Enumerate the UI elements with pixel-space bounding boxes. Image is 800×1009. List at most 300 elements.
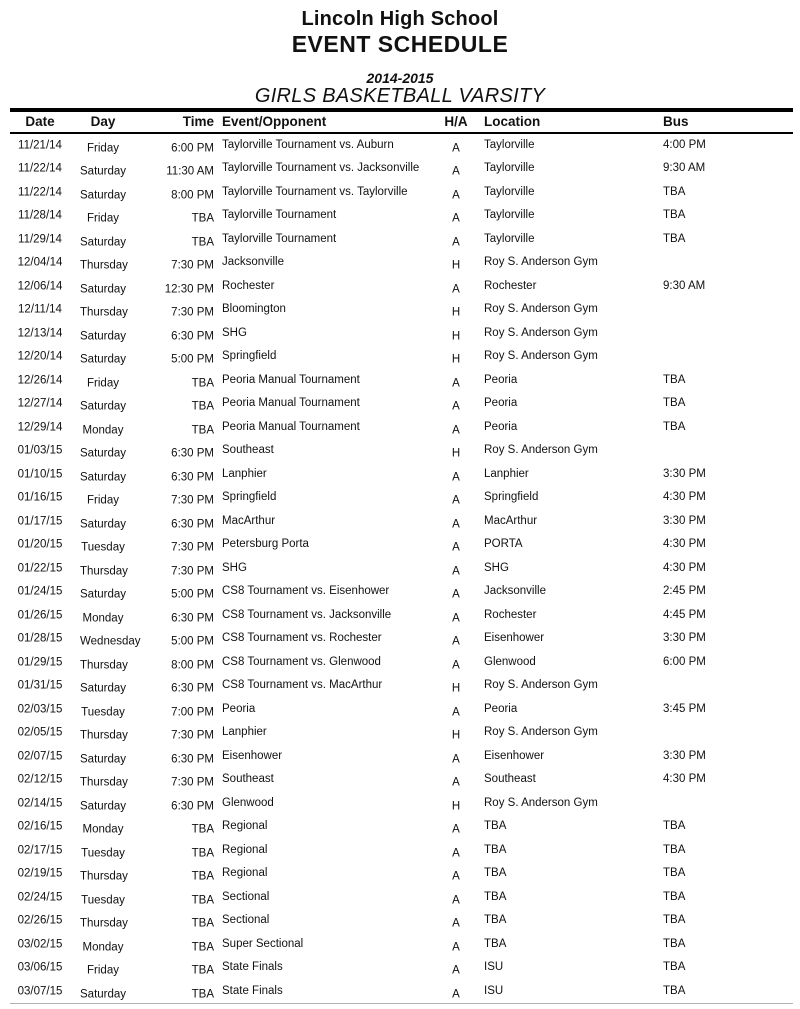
cell-bus: 4:30 PM [663, 538, 706, 550]
cell-bus: TBA [663, 937, 686, 950]
column-header-ha: H/A [444, 113, 468, 129]
cell-location: Roy S. Anderson Gym [484, 350, 598, 362]
table-row [0, 768, 800, 792]
cell-event: CS8 Tournament vs. Rochester [222, 632, 382, 644]
document-title: EVENT SCHEDULE [291, 31, 509, 57]
cell-day: Monday [82, 612, 124, 624]
cell-location: Rochester [484, 279, 537, 292]
cell-time: 7:30 PM [171, 259, 214, 272]
cell-event: Peoria [222, 702, 256, 715]
cell-ha: H [451, 729, 461, 742]
cell-time: 6:30 PM [171, 682, 214, 695]
cell-event: Jacksonville [222, 256, 284, 268]
cell-ha: A [452, 588, 460, 601]
cell-location: Eisenhower [484, 749, 545, 762]
cell-date: 01/26/15 [17, 609, 63, 621]
cell-day: Tuesday [81, 706, 125, 718]
cell-date: 12/11/14 [18, 303, 62, 316]
table-row [0, 651, 800, 675]
cell-day: Monday [82, 424, 124, 436]
cell-date: 11/29/14 [18, 233, 62, 245]
cell-ha: A [452, 894, 460, 906]
cell-location: TBA [484, 867, 507, 879]
cell-location: Jacksonville [484, 585, 546, 597]
cell-bus: 3:30 PM [663, 632, 706, 644]
cell-event: Springfield [222, 350, 277, 362]
cell-location: Peoria [484, 420, 518, 433]
table-row [0, 392, 800, 416]
cell-time: 7:30 PM [171, 565, 214, 577]
cell-ha: A [452, 964, 460, 977]
cell-date: 11/21/14 [18, 139, 62, 151]
table-row [0, 416, 800, 440]
cell-ha: H [451, 306, 461, 319]
cell-location: TBA [484, 890, 507, 903]
cell-day: Saturday [80, 753, 127, 765]
cell-time: 12:30 PM [164, 283, 214, 295]
cell-time: TBA [191, 400, 214, 413]
cell-day: Thursday [80, 306, 128, 319]
cell-day: Saturday [80, 236, 127, 248]
cell-location: Roy S. Anderson Gym [484, 796, 598, 809]
table-row [0, 745, 800, 769]
table-row [0, 698, 800, 722]
cell-bus: TBA [663, 820, 686, 832]
cell-date: 01/24/15 [17, 585, 63, 598]
cell-event: Regional [222, 820, 268, 832]
cell-day: Monday [82, 823, 124, 836]
cell-event: Peoria Manual Tournament [222, 420, 360, 433]
cell-day: Saturday [80, 165, 127, 178]
column-header-bus: Bus [663, 113, 689, 129]
cell-location: TBA [484, 820, 507, 832]
cell-bus: 4:30 PM [663, 773, 706, 785]
cell-time: TBA [191, 988, 214, 1000]
cell-ha: A [452, 988, 460, 1000]
cell-time: 6:30 PM [171, 800, 214, 812]
cell-day: Friday [87, 212, 119, 225]
table-row [0, 463, 800, 487]
table-row [0, 980, 800, 1004]
cell-ha: H [451, 800, 461, 812]
cell-time: 5:00 PM [171, 353, 214, 366]
cell-location: Roy S. Anderson Gym [484, 679, 598, 691]
cell-date: 01/22/15 [17, 562, 63, 574]
table-row [0, 275, 800, 299]
cell-event: Peoria Manual Tournament [222, 397, 360, 409]
cell-time: 8:00 PM [171, 659, 214, 671]
cell-location: TBA [484, 843, 507, 856]
cell-bus: 4:00 PM [663, 138, 706, 151]
cell-event: Eisenhower [222, 749, 283, 762]
cell-ha: A [452, 847, 460, 859]
cell-time: 7:30 PM [171, 494, 214, 507]
cell-date: 11/22/14 [18, 186, 62, 198]
cell-time: 7:30 PM [171, 306, 214, 319]
table-row [0, 627, 800, 651]
cell-bus: TBA [663, 420, 686, 433]
cell-ha: H [451, 353, 461, 366]
cell-event: Bloomington [222, 303, 286, 315]
cell-event: Springfield [222, 491, 277, 503]
cell-ha: H [451, 682, 461, 695]
table-row [0, 674, 800, 698]
cell-time: TBA [191, 964, 214, 977]
table-row [0, 557, 800, 581]
cell-time: 6:30 PM [171, 447, 214, 460]
cell-date: 02/03/15 [17, 703, 63, 715]
cell-location: Southeast [484, 773, 536, 785]
team-name: GIRLS BASKETBALL VARSITY [254, 85, 546, 107]
cell-date: 12/29/14 [17, 421, 63, 433]
cell-event: Taylorville Tournament vs. Jacksonville [222, 162, 420, 174]
cell-date: 01/29/15 [17, 656, 63, 668]
cell-bus: 3:30 PM [663, 467, 706, 480]
cell-time: TBA [191, 917, 214, 930]
cell-day: Wednesday [80, 635, 141, 648]
cell-time: TBA [191, 236, 214, 248]
cell-event: CS8 Tournament vs. Glenwood [222, 655, 381, 668]
cell-bus: TBA [663, 843, 686, 856]
cell-event: Taylorville Tournament [222, 232, 337, 245]
cell-ha: A [452, 753, 460, 765]
cell-location: Peoria [484, 373, 518, 386]
cell-event: Peoria Manual Tournament [222, 373, 360, 386]
cell-day: Friday [87, 142, 119, 154]
column-header-date: Date [25, 113, 55, 129]
cell-event: Lanphier [222, 467, 267, 480]
cell-ha: A [452, 541, 460, 554]
cell-time: 6:30 PM [171, 612, 214, 624]
cell-day: Tuesday [81, 541, 125, 554]
cell-bus: TBA [663, 232, 686, 245]
cell-date: 11/22/14 [18, 162, 62, 175]
table-row [0, 228, 800, 252]
cell-day: Saturday [80, 988, 127, 1000]
table-row [0, 956, 800, 980]
cell-date: 01/16/15 [17, 491, 63, 504]
cell-time: 7:00 PM [171, 706, 214, 718]
cell-bus: 3:30 PM [663, 514, 706, 527]
cell-time: 6:30 PM [171, 753, 214, 765]
cell-bus: 9:30 AM [663, 279, 706, 292]
cell-ha: A [452, 635, 460, 648]
cell-event: Sectional [222, 890, 270, 903]
cell-location: Lanphier [484, 467, 529, 480]
cell-ha: A [452, 659, 460, 671]
cell-day: Saturday [80, 400, 127, 413]
cell-location: Roy S. Anderson Gym [484, 444, 598, 456]
table-row [0, 815, 800, 839]
cell-ha: A [452, 494, 460, 507]
table-row [0, 322, 800, 346]
cell-bus: TBA [663, 890, 686, 903]
table-header-row [0, 112, 800, 132]
cell-event: SHG [222, 326, 247, 339]
cell-event: CS8 Tournament vs. MacArthur [222, 679, 383, 691]
document-header [0, 0, 800, 107]
cell-bus: 9:30 AM [663, 162, 706, 174]
cell-event: Lanphier [222, 726, 267, 738]
cell-date: 12/27/14 [17, 397, 63, 410]
cell-event: CS8 Tournament vs. Eisenhower [222, 585, 390, 597]
cell-location: PORTA [484, 538, 523, 550]
cell-day: Saturday [80, 330, 127, 342]
cell-time: 6:30 PM [171, 518, 214, 530]
cell-day: Thursday [80, 729, 128, 742]
table-row [0, 298, 800, 322]
cell-location: Peoria [484, 702, 518, 715]
cell-date: 01/10/15 [17, 468, 63, 480]
cell-ha: A [452, 565, 460, 577]
cell-location: Rochester [484, 608, 537, 621]
cell-event: Southeast [222, 444, 274, 456]
table-row [0, 721, 800, 745]
cell-location: Taylorville [484, 138, 535, 151]
table-row [0, 486, 800, 510]
column-header-location: Location [484, 113, 541, 129]
cell-date: 12/26/14 [17, 374, 63, 386]
cell-day: Thursday [80, 565, 128, 577]
cell-date: 01/28/15 [17, 632, 63, 645]
column-header-time: Time [182, 113, 214, 129]
cell-bus: TBA [663, 867, 686, 879]
cell-ha: A [452, 165, 460, 178]
cell-day: Friday [87, 377, 119, 389]
cell-date: 12/13/14 [17, 327, 63, 339]
table-row [0, 909, 800, 933]
cell-day: Saturday [80, 518, 127, 530]
cell-date: 02/26/15 [17, 914, 63, 927]
table-row [0, 181, 800, 205]
cell-time: TBA [191, 894, 214, 906]
cell-location: Roy S. Anderson Gym [484, 256, 598, 268]
cell-event: Rochester [222, 279, 275, 292]
cell-ha: A [452, 400, 460, 413]
cell-bus: 2:45 PM [663, 585, 706, 597]
cell-day: Friday [87, 494, 119, 507]
cell-bus: TBA [663, 373, 686, 386]
table-row [0, 439, 800, 463]
cell-location: Taylorville [484, 185, 535, 198]
table-row [0, 157, 800, 181]
cell-date: 02/12/15 [17, 773, 63, 786]
cell-day: Thursday [80, 259, 128, 272]
cell-day: Saturday [80, 189, 127, 201]
cell-day: Tuesday [81, 847, 125, 859]
cell-event: CS8 Tournament vs. Jacksonville [222, 608, 392, 621]
table-row [0, 369, 800, 393]
cell-bus: TBA [663, 397, 686, 409]
cell-event: Petersburg Porta [222, 538, 309, 550]
bottom-divider [10, 1003, 793, 1004]
cell-bus: TBA [663, 961, 686, 973]
cell-date: 11/28/14 [18, 209, 62, 222]
cell-location: Roy S. Anderson Gym [484, 326, 598, 339]
cell-event: Regional [222, 867, 268, 879]
cell-date: 12/20/14 [17, 350, 63, 363]
cell-ha: A [452, 917, 460, 930]
cell-event: State Finals [222, 961, 283, 973]
cell-ha: A [452, 518, 460, 530]
table-row [0, 345, 800, 369]
cell-time: 7:30 PM [171, 729, 214, 742]
cell-time: TBA [191, 424, 214, 436]
cell-day: Thursday [80, 776, 128, 789]
cell-time: 6:30 PM [171, 330, 214, 342]
cell-date: 03/07/15 [17, 985, 63, 997]
cell-ha: H [451, 330, 461, 342]
cell-day: Friday [87, 964, 119, 977]
cell-date: 02/07/15 [17, 750, 63, 762]
cell-date: 02/19/15 [17, 867, 63, 880]
cell-ha: A [452, 424, 460, 436]
cell-location: MacArthur [484, 514, 538, 527]
cell-time: 8:00 PM [171, 189, 214, 201]
cell-event: Super Sectional [222, 937, 304, 950]
cell-bus: 4:45 PM [663, 608, 706, 621]
cell-date: 12/04/14 [17, 256, 63, 269]
cell-event: Sectional [222, 914, 270, 926]
cell-location: SHG [484, 561, 509, 574]
cell-ha: H [451, 259, 461, 272]
cell-time: 6:00 PM [171, 142, 214, 154]
cell-bus: 6:00 PM [663, 655, 706, 668]
cell-ha: A [452, 776, 460, 789]
cell-date: 01/17/15 [17, 515, 63, 527]
cell-ha: H [451, 447, 461, 460]
cell-event: Taylorville Tournament vs. Taylorville [222, 185, 408, 198]
cell-bus: 4:30 PM [663, 561, 706, 574]
cell-day: Monday [82, 941, 124, 953]
cell-time: TBA [191, 212, 214, 225]
cell-time: 5:00 PM [171, 635, 214, 648]
column-header-event: Event/Opponent [222, 113, 327, 129]
cell-ha: A [452, 142, 460, 154]
cell-event: Regional [222, 843, 268, 856]
cell-ha: A [452, 612, 460, 624]
cell-day: Thursday [80, 917, 128, 930]
season-label: 2014-2015 [366, 70, 434, 86]
cell-time: TBA [191, 941, 214, 953]
cell-event: MacArthur [222, 514, 276, 527]
cell-ha: A [452, 471, 460, 483]
cell-time: 7:30 PM [171, 776, 214, 789]
cell-date: 01/20/15 [17, 538, 63, 551]
cell-date: 02/05/15 [17, 726, 63, 739]
cell-event: State Finals [222, 984, 283, 997]
cell-time: 11:30 AM [166, 165, 214, 178]
cell-bus: TBA [663, 185, 686, 198]
cell-location: Roy S. Anderson Gym [484, 303, 598, 315]
table-row [0, 604, 800, 628]
cell-time: 6:30 PM [171, 471, 214, 483]
cell-ha: A [452, 189, 460, 201]
cell-ha: A [452, 283, 460, 295]
cell-location: Taylorville [484, 209, 535, 221]
cell-date: 12/06/14 [17, 280, 63, 292]
table-row [0, 510, 800, 534]
cell-ha: A [452, 870, 460, 883]
cell-event: Taylorville Tournament vs. Auburn [222, 138, 394, 151]
table-row [0, 886, 800, 910]
cell-event: Taylorville Tournament [222, 209, 337, 221]
cell-day: Saturday [80, 800, 127, 812]
cell-ha: A [452, 941, 460, 953]
table-row [0, 792, 800, 816]
table-row [0, 533, 800, 557]
cell-time: 5:00 PM [171, 588, 214, 601]
cell-location: TBA [484, 937, 507, 950]
cell-location: Glenwood [484, 655, 536, 668]
table-row [0, 134, 800, 158]
cell-day: Saturday [80, 588, 127, 601]
cell-date: 02/17/15 [17, 844, 63, 856]
column-header-day: Day [90, 113, 116, 129]
cell-time: TBA [191, 847, 214, 859]
table-row [0, 580, 800, 604]
cell-bus: TBA [663, 984, 686, 997]
table-row [0, 204, 800, 228]
cell-bus: TBA [663, 914, 686, 926]
cell-location: Taylorville [484, 162, 535, 174]
cell-date: 03/06/15 [17, 961, 63, 974]
cell-bus: 3:45 PM [663, 702, 706, 715]
cell-location: Springfield [484, 491, 539, 503]
cell-time: TBA [191, 377, 214, 389]
cell-day: Tuesday [81, 894, 125, 906]
cell-date: 02/16/15 [17, 820, 63, 833]
cell-day: Saturday [80, 471, 127, 483]
cell-location: ISU [484, 961, 504, 973]
cell-ha: A [452, 377, 460, 389]
cell-date: 03/02/15 [17, 938, 63, 950]
table-row [0, 839, 800, 863]
cell-location: Eisenhower [484, 632, 545, 644]
cell-day: Thursday [80, 870, 128, 883]
cell-time: TBA [191, 823, 214, 836]
cell-day: Saturday [80, 447, 127, 460]
cell-ha: A [452, 236, 460, 248]
cell-ha: A [452, 706, 460, 718]
cell-day: Saturday [80, 283, 127, 295]
cell-location: Peoria [484, 397, 518, 409]
cell-date: 01/31/15 [17, 679, 63, 692]
school-name: Lincoln High School [301, 8, 499, 30]
cell-bus: 4:30 PM [663, 491, 706, 503]
cell-date: 02/14/15 [17, 797, 63, 809]
cell-day: Thursday [80, 659, 128, 671]
cell-location: ISU [484, 984, 504, 997]
cell-date: 01/03/15 [17, 444, 63, 457]
cell-location: Taylorville [484, 232, 535, 245]
cell-date: 02/24/15 [17, 891, 63, 903]
cell-ha: A [452, 823, 460, 836]
table-row [0, 251, 800, 275]
table-row [0, 862, 800, 886]
cell-day: Saturday [80, 353, 127, 366]
cell-event: SHG [222, 561, 247, 574]
cell-bus: TBA [663, 209, 686, 221]
cell-bus: 3:30 PM [663, 749, 706, 762]
cell-time: 7:30 PM [171, 541, 214, 554]
cell-ha: A [452, 212, 460, 225]
table-body [0, 134, 800, 1004]
cell-location: Roy S. Anderson Gym [484, 726, 598, 738]
table-row [0, 933, 800, 957]
cell-event: Glenwood [222, 796, 274, 809]
cell-time: TBA [191, 870, 214, 883]
